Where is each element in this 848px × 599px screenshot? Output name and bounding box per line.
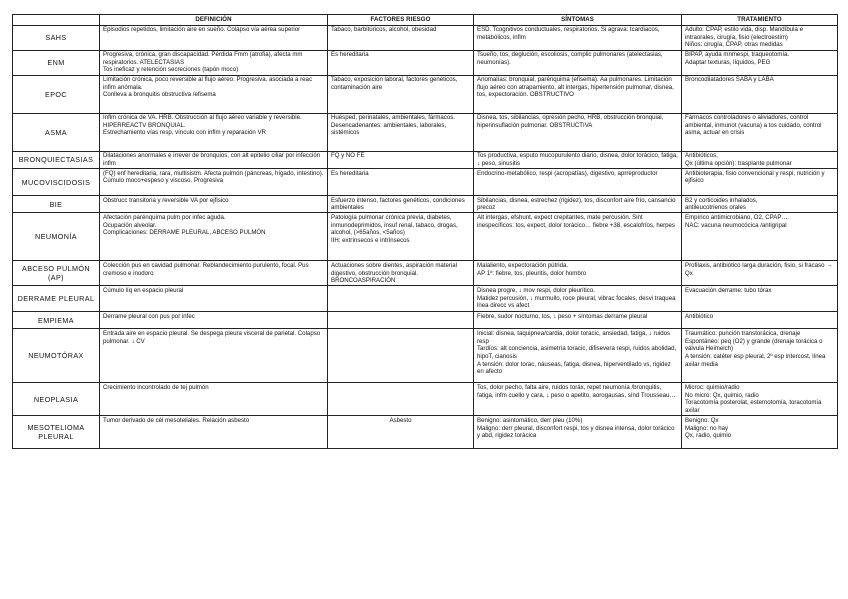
risk-factors-cell: Tabaco, barbitúricos, alcohol, obesidad [328,25,474,50]
risk-factors-cell [328,312,474,329]
risk-factors-cell: Tabaco, exposición laboral, factores genéticos, contaminación aire [328,75,474,113]
definition-cell: Colección pus en cavidad pulmonar. Reblandecimiento purulento, focal. Pus cremoso e inodoro [100,261,328,286]
table-row [13,151,838,168]
header-corner [13,15,100,26]
treatment-cell: BIPAP, ayuda mnmespi, traqueotomía. Adaptar texturas, líquidos, PEG [682,50,838,75]
treatment-cell: Benigno: Qx Maligno: no hay Qx, radio, quimio [682,416,838,449]
treatment-cell: Microc: quimio/radio No micro: Qx, quimio, radio Toracotomía posterolat, esternotomía, toracotomía axilar [682,383,838,416]
risk-factors-cell: Esfuerzo intenso, factores genéticos, condiciones ambientales [328,196,474,213]
disease-name: ASMA [13,113,100,151]
symptoms-cell: Fiebre, sudor nocturno, tos, ↓ peso + síntomas derrame pleural [474,312,682,329]
disease-name: EPOC [13,75,100,113]
header-sintomas: SÍNTOMAS [474,15,682,26]
disease-name: BRONQUIECTASIAS [13,151,100,168]
risk-factors-cell: Patología pulmonar crónica previa, diabetes, inmunodeprimidos, insuf renal, tabaco, drogas, alcohol, (>65años, <5años) IIH: extrínsecos e intrínsecos [328,213,474,261]
treatment-cell: Empírico antimicrobiano, O2, CPAP… NAC: vacuna neumocócica /antigripal [682,213,838,261]
table-row [13,383,838,416]
risk-factors-cell: Actuaciones sobre dientes, aspiración material digestivo, obstrucción bronquial. BRONCOASPIRACIÓN [328,261,474,286]
disease-name: DERRAME PLEURAL [13,286,100,312]
symptoms-cell: Tsueño, tos, deglución, escoliosis, complic pulmonares (atelectasias, neumonías). [474,50,682,75]
table-row [13,261,838,286]
risk-factors-cell: Asbesto [328,416,474,449]
symptoms-cell: Alt intergas, efshunt, expect crepitantes, mate percusión. Sint inespecíficos: tos, expect, dolor torácico… fiebre +38, escalofríos, herpes [474,213,682,261]
treatment-cell: Antibioterapia, fisio convencional y respi, nutrición y ejfisico [682,169,838,196]
header-factores-riesgo: FACTORES RIESGO [328,15,474,26]
definition-cell: Limitación crónica, poco reversible al flujo aéreo. Progresiva, asociada a reac inflm anómala. Conlleva a bronquitis obstructiva /efisema [100,75,328,113]
table-row [13,329,838,383]
table-body [13,25,838,449]
table-row [13,50,838,75]
disease-name: NEUMOTÓRAX [13,329,100,383]
table-row [13,113,838,151]
definition-cell: Cúmulo líq en espacio pleural [100,286,328,312]
symptoms-cell: Anomalías: bronquial, parénquima (efisema). Aa pulmonares. Limitación flujo aéreo con atrapamiento, alt intergas, hipertensión pulmonar, disnea, tos, expectoración. OBSTRUCTIVO [474,75,682,113]
symptoms-cell: Disnea, tos, sibilancias, opresión pecho, HRB, obstrucción bronquial, hiperinsuflación pulmonar. OBSTRUCTIVA [474,113,682,151]
disease-table-container [12,14,838,449]
disease-name: ABCESO PULMÓN (AP) [13,261,100,286]
disease-name: ENM [13,50,100,75]
risk-factors-cell: Es hereditaria [328,169,474,196]
definition-cell: Derrame pleural con pus por infec [100,312,328,329]
symptoms-cell: Tos, dolor pecho, falta aire, ruidos toráx, repet neumonía /bronquitis, fatiga, infm cuello y cara, ↓ peso o apetito, aorogausas, sínd Trousseau… [474,383,682,416]
treatment-cell: Fármacos controladores o aliviadores, control ambiental, inmunot (vacuna) a tos cuidado, control asma, actuar en crisis [682,113,838,151]
definition-cell: Inflm crónica de VA. HRB. Obstrucción al flujo aéreo variable y reversible. HIPERREACTV BRONQUIAL. Estrechamiento vías resp, vínculo con inflm y reparación VR [100,113,328,151]
header-tratamiento: TRATAMIENTO [682,15,838,26]
definition-cell: Dilataciones anormales e irrever de bronquios, con alt epitelio ciliar por infección inflm [100,151,328,168]
treatment-cell: Antibiótico [682,312,838,329]
treatment-cell: Profilaxis, antibiótico larga duración, fisio, si fracaso → Qx [682,261,838,286]
disease-name: NEOPLASIA [13,383,100,416]
symptoms-cell: ESD. Tcognitivos conductuales, respiratorios. Si agrava: tcardiacos, metabólicos, inflm [474,25,682,50]
risk-factors-cell: FQ y NO FE [328,151,474,168]
disease-name: MESOTELIOMA PLEURAL [13,416,100,449]
treatment-cell: Adulto: CPAP, estilo vida, disp. Mandíbula e intraorales, cirugía, fisio (electroestim) Niños: cirugía, CPAP, otras medidas [682,25,838,50]
treatment-cell: B2 y corticoides inhalados, antileucotrienos orales [682,196,838,213]
definition-cell: Entrada aire en espacio pleural. Se despega pleura visceral de parietal. Colapso pulmonar. ↓ CV [100,329,328,383]
symptoms-cell: Sibilancias, disnea, estrechez (rigidez), tos, disconfort aire frío, cansancio precoz [474,196,682,213]
risk-factors-cell: Huésped, perinatales, ambientales, fármacos. Desencadenantes: ambientales, laborales, sistémicos [328,113,474,151]
table-row [13,169,838,196]
risk-factors-cell [328,329,474,383]
disease-name: SAHS [13,25,100,50]
definition-cell: Tumor derivado de cél mesoteliales. Relación asbesto [100,416,328,449]
definition-cell: Progresiva, crónica, gran discapacidad. Pérdida Fmm (atrofia), afecta mm respiratorios. ATELECTASIAS Tos ineficaz y retención secreciones (tapón moco) [100,50,328,75]
treatment-cell: Antibióticos, Qx (última opción): trasplante pulmonar [682,151,838,168]
symptoms-cell: Inicial: disnea, taquipnea/cardia, dolor toracic, ansiedad, fatiga, ↓ ruidos resp Tardíos: alt conciencia, asimetría toracic, difisevera respi, ruidos abolidad, hipoT, cianosis A tensión: dolor torac, náuseas, fatiga, disnea, hiperventilado vs, rigidez en afecto [474,329,682,383]
disease-name: BIE [13,196,100,213]
table-row [13,416,838,449]
respiratory-diseases-table [12,14,838,449]
table-row [13,286,838,312]
table-row [13,196,838,213]
disease-name: EMPIEMA [13,312,100,329]
symptoms-cell: Benigno: asintomático, derr pleu (10%) Maligno: derr pleural, disconfort respi, tos y disnea intensa, dolor torácico y abd, rigidez torácica [474,416,682,449]
table-row [13,312,838,329]
symptoms-cell: Endocrino-metabólico, respi (acropatías), digestivo, aprreproductor [474,169,682,196]
table-header [13,15,838,26]
definition-cell: Crecimiento incontrolado de tej pulmón [100,383,328,416]
treatment-cell: Broncodilatadores SABA y LABA [682,75,838,113]
symptoms-cell: Tos productiva, esputo mucopurulento diario, disnea, dolor torácico, fatiga, ↓ peso, sinusitis [474,151,682,168]
disease-name: MUCOVISCIDOSIS [13,169,100,196]
risk-factors-cell: Es hereditaria [328,50,474,75]
symptoms-cell: Malaliento, expectoración pútrida. AP 1º: fiebre, tos, pleuritis, dolor hombro [474,261,682,286]
table-row [13,75,838,113]
symptoms-cell: Disnea progre, ↓ mov respi, dolor pleurítico. Matidez percusión, ↓ murmullo, roce pleural, vibrac focales, desvi traquea lnea direcc vs afect [474,286,682,312]
header-row [13,15,838,26]
disease-name: NEUMONÍA [13,213,100,261]
definition-cell: Afectación parénquima pulm por infec aguda. Ocupación alveolar. Complicaciones: DERRAME PLEURAL, ABCESO PULMÓN [100,213,328,261]
table-row [13,213,838,261]
definition-cell: (FQ) enf hereditaria, rara, multisistm. Afecta pulmón (páncreas, hígado, intestino). Cúmulo moco+espeso y viscoso. Progresiva [100,169,328,196]
header-definicion: DEFINICIÓN [100,15,328,26]
treatment-cell: Traumático: punción transtorácica, drenaje Espontáneo: peq (O2) y grande (drenaje torácica o válvula Heimeich) A tensión: catéter esp pleural, 2º esp intercost, línea axilar media [682,329,838,383]
table-row [13,25,838,50]
definition-cell: Obstrucc transitoria y reversible VA por ejfisico [100,196,328,213]
risk-factors-cell [328,286,474,312]
treatment-cell: Evacuación derrame: tubo tórax [682,286,838,312]
definition-cell: Episodios repetidos, limitación aire en sueño. Colapso vía aérea superior [100,25,328,50]
risk-factors-cell [328,383,474,416]
